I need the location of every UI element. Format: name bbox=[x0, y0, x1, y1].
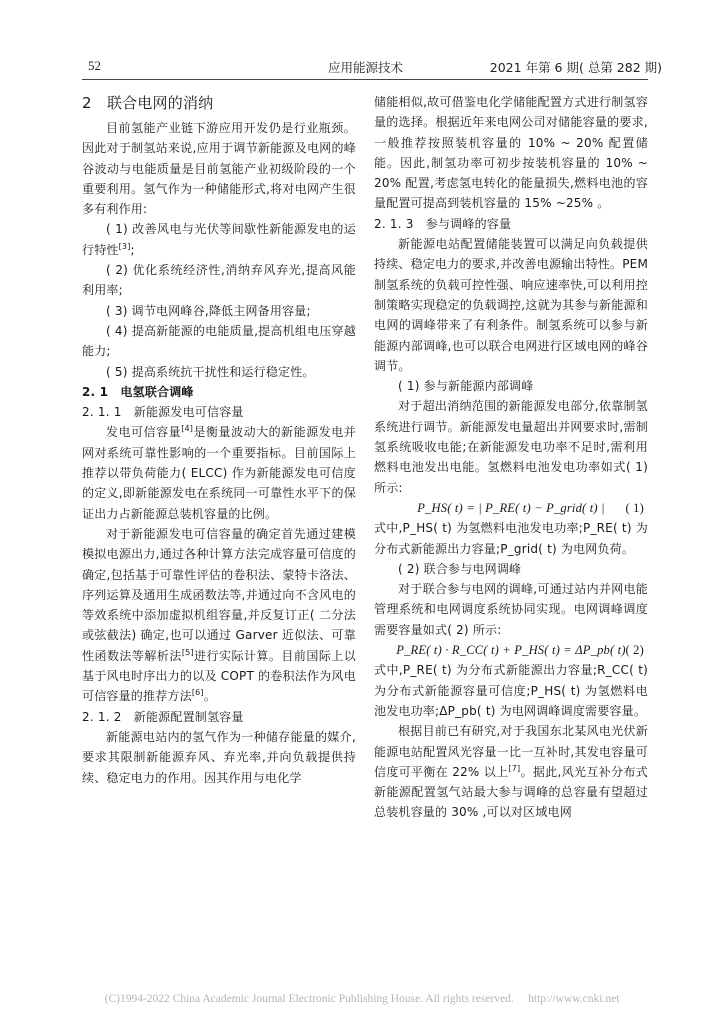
right-column bbox=[374, 92, 648, 823]
equation-1: P_HS( t) = | P_RE( t) − P_grid( t) | ( 1) bbox=[374, 498, 648, 518]
paragraph: 式中,P_RE( t) 为分布式新能源出力容量;R_CC( t) 为分布式新能源容量可信度;P_HS( t) 为氢燃料电池发电功率;ΔP_pb( t) 为电网调峰调度需要容量。 bbox=[374, 663, 648, 718]
paragraph: 发电可信容量[4]是衡量波动大的新能源发电并网对系统可靠性影响的一个重要指标。目前国际上推荐以带负荷能力( ELCC) 作为新能源发电可信度的定义,即新能源发电在系统同一可靠性水平下的保证出力占新能源总装机容量的比例。 bbox=[82, 424, 357, 521]
list-item: ( 3) 调节电网峰谷,降低主网备用容量; bbox=[106, 303, 311, 318]
paragraph: 目前氢能产业链下游应用开发仍是行业瓶颈。因此对于制氢站来说,应用于调节新能源及电网的峰谷波动与电能质量是目前氢能产业初级阶段的一个重要利用。氢气作为一种储能形式,将对电网产生很多有利作用: bbox=[82, 121, 356, 217]
left-column bbox=[82, 92, 356, 788]
paragraph: 根据目前已有研究,对于我国东北某风电光伏新能源电站配置风光容量一比一互补时,其发电容量可信度可平衡在 22% 以上[7]。据此,风光互补分布式新能源配置氢气站最大参与调峰的总容量有望超过总装机容量的 30% ,可以对区域电网 bbox=[374, 724, 649, 820]
journal-name: 应用能源技术 bbox=[328, 60, 404, 75]
subsection-title: 2. 1 电氢联合调峰 bbox=[82, 384, 194, 399]
list-item: ( 4) 提高新能源的电能质量,提高机组电压穿越能力; bbox=[82, 323, 356, 359]
subsubsection-title: 2. 1. 1 新能源发电可信容量 bbox=[82, 405, 244, 420]
subsubsection-title: 2. 1. 2 新能源配置制氢容量 bbox=[82, 709, 244, 724]
list-item: ( 2) 优化系统经济性,消纳弃风弃光,提高风能利用率; bbox=[82, 263, 356, 298]
equation-number: ( 2) bbox=[625, 643, 644, 658]
citation: [5] bbox=[181, 647, 194, 657]
paragraph: 新能源电站内的氢气作为一种储存能量的媒介,要求其限制新能源弃风、弃光率,并向负载提供持续、稳定电力的作用。因其作用与电化学 bbox=[82, 729, 356, 785]
page-number: 52 bbox=[88, 58, 101, 73]
list-item: ( 1) 改善风电与光伏等间歇性新能源发电的运行特性[3]; bbox=[82, 222, 356, 257]
citation: [3] bbox=[118, 241, 131, 251]
list-item: ( 5) 提高系统抗干扰性和运行稳定性。 bbox=[106, 364, 315, 379]
paragraph: 对于联合参与电网的调峰,可通过站内并网电能管理系统和电网调度系统协同实现。电网调峰调度需要容量如式( 2) 所示: bbox=[374, 582, 648, 637]
citation: [4] bbox=[181, 424, 194, 434]
paragraph: 式中,P_HS( t) 为氢燃料电池发电功率;P_RE( t) 为分布式新能源出力容量;P_grid( t) 为电网负荷。 bbox=[374, 521, 648, 556]
section-title: 2 联合电网的消纳 bbox=[82, 94, 214, 112]
issue-info: 2021 年第 6 期( 总第 282 期) bbox=[489, 60, 662, 75]
page-header bbox=[60, 58, 664, 78]
paragraph: 新能源电站配置储能装置可以满足向负载提供持续、稳定电力的要求,并改善电源输出特性。PEM 制氢系统的负载可控性强、响应速率快,可以利用控制策略实现稳定的负载调控,这就为其参与新能源和电网的调峰带来了有利条件。制氢系统可以参与新能源内部调峰,也可以联合电网进行区域电网的峰谷调节。 bbox=[374, 237, 648, 373]
equation-number: ( 1) bbox=[625, 500, 644, 515]
paragraph: 对于新能源发电可信容量的确定首先通过建模模拟电源出力,通过各种计算方法完成容量可信度的确定,包括基于可靠性评估的卷积法、蒙特卡洛法、序列运算及通用生成函数法等,并通过向不含风电的等效系统中添加虚拟机组容量,并反复订正( 二分法或弦截法) 确定,也可以通过 Garver 近似法、可靠性函数法等解析法[5]进行实际计算。目前国际上以基于风电时序出力的以及 COPT 的卷积法作为风电可信容量的推荐方法[6]。 bbox=[82, 526, 356, 704]
header-rule bbox=[82, 79, 648, 80]
subsubsection-title: 2. 1. 3 参与调峰的容量 bbox=[374, 216, 512, 231]
item-heading: ( 2) 联合参与电网调峰 bbox=[398, 561, 522, 576]
equation-2: P_RE( t) · R_CC( t) + P_HS( t) = ΔP_pb( t) ( 2) bbox=[374, 640, 648, 660]
citation: [6] bbox=[191, 688, 204, 698]
copyright-footer: (C)1994-2022 China Academic Journal Electronic Publishing House. All rights reserved. http://www.cnki.net bbox=[104, 993, 620, 1005]
item-heading: ( 1) 参与新能源内部调峰 bbox=[398, 379, 534, 394]
citation: [7] bbox=[508, 763, 521, 773]
paragraph: 对于超出消纳范围的新能源发电部分,依靠制氢系统进行调节。新能源发电量超出并网要求时,需制氢系统吸收电能;在新能源发电功率不足时,需利用燃料电池发出电能。氢燃料电池发电功率如式( 1) 所示: bbox=[374, 399, 648, 495]
paragraph: 储能相似,故可借鉴电化学储能配置方式进行制氢容量的选择。根据近年来电网公司对储能容量的要求,一般推荐按照装机容量的 10% ~ 20% 配置储能。因此,制氢功率可初步按装机容量的 10% ~ 20% 配置,考虑氢电转化的能量损失,燃料电池的容量配置可提高到装机容量的 15% ~25% 。 bbox=[374, 95, 648, 211]
